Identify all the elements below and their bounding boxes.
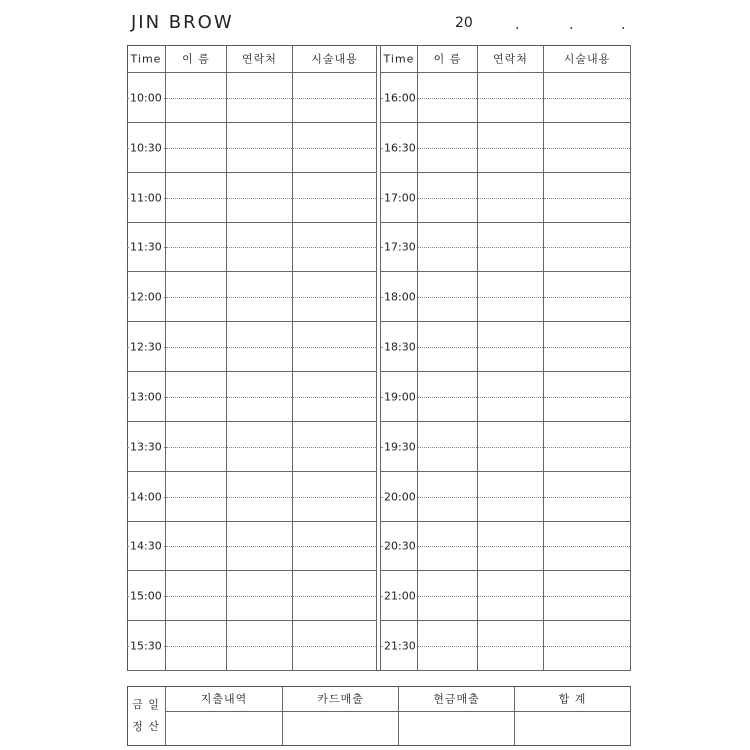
contact-cell: [227, 322, 293, 372]
service-cell: [544, 522, 631, 571]
time-cell: [127, 621, 166, 671]
dotted-guide-line: [478, 397, 543, 398]
service-cell: [544, 621, 631, 671]
dotted-guide-line: [544, 297, 630, 298]
time-slot-label: 13:30: [130, 440, 162, 453]
time-slot-label: 19:30: [384, 440, 416, 453]
name-cell: [166, 173, 227, 223]
time-cell: [127, 173, 166, 223]
header-card-sales: [283, 686, 399, 712]
name-cell: [418, 322, 478, 372]
time-slot-label: 10:30: [130, 141, 162, 154]
name-cell: [418, 472, 478, 522]
time-slot-label: 17:00: [384, 191, 416, 204]
contact-cell: [478, 173, 544, 223]
time-slot-label: 20:00: [384, 490, 416, 503]
dotted-guide-line: [166, 297, 226, 298]
contact-cell: [227, 522, 293, 571]
dotted-guide-line: [418, 596, 477, 597]
time-cell: [127, 272, 166, 322]
dotted-guide-line: [478, 646, 543, 647]
dotted-guide-line: [166, 198, 226, 199]
dotted-guide-line: [418, 247, 477, 248]
header-cash-sales-label: 현금매출: [433, 692, 480, 705]
time-slot-label: 21:30: [384, 639, 416, 652]
contact-cell: [227, 422, 293, 472]
time-slot-label: 15:30: [130, 639, 162, 652]
dotted-guide-line: [544, 198, 630, 199]
service-cell: [293, 272, 377, 322]
time-slot-label: 19:00: [384, 390, 416, 403]
contact-cell: [478, 123, 544, 173]
header-service-right: [544, 45, 631, 73]
contact-cell: [478, 522, 544, 571]
service-cell: [544, 123, 631, 173]
card-sales-value-cell: [283, 712, 399, 746]
dotted-guide-line: [293, 497, 376, 498]
header-cash-sales: [399, 686, 515, 712]
header-service-label: 시술내용: [311, 52, 358, 65]
dotted-guide-line: [544, 397, 630, 398]
service-cell: [544, 173, 631, 223]
time-slot-label: 18:00: [384, 290, 416, 303]
contact-cell: [227, 73, 293, 123]
name-cell: [418, 372, 478, 422]
time-slot-label: 16:30: [384, 141, 416, 154]
time-cell: [127, 472, 166, 522]
service-cell: [293, 621, 377, 671]
settlement-label-line1: 금 일: [132, 698, 160, 711]
header-card-sales-label: 카드매출: [317, 692, 364, 705]
time-cell: [380, 621, 418, 671]
contact-cell: [227, 571, 293, 621]
dotted-guide-line: [418, 447, 477, 448]
name-cell: [166, 272, 227, 322]
time-slot-label: 11:00: [130, 191, 162, 204]
dotted-guide-line: [293, 347, 376, 348]
header-contact-label: 연락처: [493, 52, 528, 65]
service-cell: [293, 522, 377, 571]
service-cell: [293, 223, 377, 272]
dotted-guide-line: [227, 646, 292, 647]
dotted-guide-line: [544, 148, 630, 149]
dotted-guide-line: [418, 646, 477, 647]
dotted-guide-line: [544, 447, 630, 448]
time-slot-label: 14:00: [130, 490, 162, 503]
dotted-guide-line: [293, 596, 376, 597]
header-name-label: 이 름: [433, 52, 462, 65]
dotted-guide-line: [418, 546, 477, 547]
dotted-guide-line: [166, 546, 226, 547]
name-cell: [166, 123, 227, 173]
header-name-label: 이 름: [182, 52, 210, 65]
time-cell: [127, 571, 166, 621]
header-contact-left: [227, 45, 293, 73]
contact-cell: [478, 472, 544, 522]
page-title: JIN BROW: [131, 12, 234, 33]
name-cell: [418, 123, 478, 173]
dotted-guide-line: [227, 546, 292, 547]
time-cell: [127, 223, 166, 272]
date-separator-year: .: [515, 17, 520, 33]
name-cell: [418, 571, 478, 621]
header-expenses: [166, 686, 283, 712]
header-time-left: [127, 45, 166, 73]
dotted-guide-line: [293, 397, 376, 398]
service-cell: [544, 223, 631, 272]
name-cell: [166, 73, 227, 123]
time-slot-label: 18:30: [384, 340, 416, 353]
time-cell: [380, 123, 418, 173]
name-cell: [166, 571, 227, 621]
dotted-guide-line: [293, 247, 376, 248]
time-cell: [380, 472, 418, 522]
name-cell: [418, 223, 478, 272]
name-cell: [418, 422, 478, 472]
dotted-guide-line: [544, 646, 630, 647]
dotted-guide-line: [166, 347, 226, 348]
dotted-guide-line: [227, 98, 292, 99]
dotted-guide-line: [418, 98, 477, 99]
dotted-guide-line: [478, 98, 543, 99]
dotted-guide-line: [227, 297, 292, 298]
service-cell: [544, 73, 631, 123]
dotted-guide-line: [227, 447, 292, 448]
time-slot-label: 12:30: [130, 340, 162, 353]
dotted-guide-line: [293, 98, 376, 99]
dotted-guide-line: [166, 397, 226, 398]
name-cell: [166, 223, 227, 272]
header-total-label: 합 계: [558, 692, 587, 705]
dotted-guide-line: [227, 596, 292, 597]
contact-cell: [227, 223, 293, 272]
time-slot-label: 10:00: [130, 91, 162, 104]
service-cell: [544, 571, 631, 621]
expenses-value-cell: [166, 712, 283, 746]
dotted-guide-line: [418, 497, 477, 498]
contact-cell: [227, 123, 293, 173]
service-cell: [293, 372, 377, 422]
date-separator-day: .: [621, 17, 626, 33]
time-cell: [380, 73, 418, 123]
dotted-guide-line: [227, 198, 292, 199]
dotted-guide-line: [166, 148, 226, 149]
header-contact-label: 연락처: [242, 52, 277, 65]
time-cell: [380, 422, 418, 472]
service-cell: [293, 422, 377, 472]
service-cell: [544, 372, 631, 422]
date-separator-month: .: [569, 17, 574, 33]
dotted-guide-line: [544, 98, 630, 99]
time-cell: [380, 272, 418, 322]
header-service-label: 시술내용: [563, 52, 611, 65]
dotted-guide-line: [544, 497, 630, 498]
name-cell: [166, 621, 227, 671]
service-cell: [293, 472, 377, 522]
time-slot-label: 13:00: [130, 390, 162, 403]
contact-cell: [478, 372, 544, 422]
name-cell: [166, 422, 227, 472]
contact-cell: [478, 223, 544, 272]
dotted-guide-line: [478, 247, 543, 248]
dotted-guide-line: [293, 546, 376, 547]
dotted-guide-line: [227, 148, 292, 149]
time-cell: [380, 322, 418, 372]
header-expenses-label: 지출내역: [200, 692, 248, 705]
dotted-guide-line: [418, 148, 477, 149]
dotted-guide-line: [293, 447, 376, 448]
dotted-guide-line: [544, 596, 630, 597]
time-cell: [380, 223, 418, 272]
dotted-guide-line: [544, 347, 630, 348]
time-slot-label: 16:00: [384, 91, 416, 104]
dotted-guide-line: [227, 397, 292, 398]
dotted-guide-line: [418, 347, 477, 348]
contact-cell: [478, 621, 544, 671]
service-cell: [293, 123, 377, 173]
time-slot-label: 17:30: [384, 240, 416, 254]
time-slot-label: 14:30: [130, 539, 162, 553]
dotted-guide-line: [418, 198, 477, 199]
time-cell: [380, 571, 418, 621]
dotted-guide-line: [227, 347, 292, 348]
name-cell: [418, 621, 478, 671]
dotted-guide-line: [293, 148, 376, 149]
time-cell: [127, 522, 166, 571]
dotted-guide-line: [478, 497, 543, 498]
time-cell: [127, 123, 166, 173]
contact-cell: [478, 73, 544, 123]
service-cell: [544, 322, 631, 372]
contact-cell: [227, 173, 293, 223]
header-time-label: Time: [383, 52, 415, 65]
settlement-label-cell: [127, 686, 166, 746]
dotted-guide-line: [478, 447, 543, 448]
dotted-guide-line: [478, 347, 543, 348]
header-time-right: [380, 45, 418, 73]
name-cell: [418, 173, 478, 223]
dotted-guide-line: [478, 198, 543, 199]
contact-cell: [227, 272, 293, 322]
dotted-guide-line: [418, 397, 477, 398]
contact-cell: [478, 422, 544, 472]
header-name-left: [166, 45, 227, 73]
dotted-guide-line: [166, 596, 226, 597]
name-cell: [166, 472, 227, 522]
time-slot-label: 21:00: [384, 589, 416, 602]
time-cell: [380, 372, 418, 422]
dotted-guide-line: [544, 546, 630, 547]
time-cell: [380, 522, 418, 571]
time-cell: [127, 422, 166, 472]
contact-cell: [478, 571, 544, 621]
dotted-guide-line: [166, 497, 226, 498]
date-year-prefix: 20: [455, 15, 473, 31]
dotted-guide-line: [227, 497, 292, 498]
header-name-right: [418, 45, 478, 73]
time-slot-label: 20:30: [384, 539, 416, 553]
service-cell: [293, 173, 377, 223]
name-cell: [418, 272, 478, 322]
dotted-guide-line: [166, 98, 226, 99]
header-contact-right: [478, 45, 544, 73]
dotted-guide-line: [227, 247, 292, 248]
dotted-guide-line: [166, 247, 226, 248]
time-slot-label: 11:30: [130, 240, 162, 254]
header-total: [515, 686, 631, 712]
dotted-guide-line: [544, 247, 630, 248]
contact-cell: [227, 372, 293, 422]
contact-cell: [227, 472, 293, 522]
total-value-cell: [515, 712, 631, 746]
service-cell: [544, 422, 631, 472]
cash-sales-value-cell: [399, 712, 515, 746]
time-cell: [127, 73, 166, 123]
dotted-guide-line: [293, 198, 376, 199]
time-cell: [127, 322, 166, 372]
header-time-label: Time: [130, 52, 162, 65]
time-cell: [127, 372, 166, 422]
name-cell: [166, 372, 227, 422]
header-service-left: [293, 45, 377, 73]
dotted-guide-line: [478, 596, 543, 597]
service-cell: [293, 571, 377, 621]
dotted-guide-line: [166, 447, 226, 448]
dotted-guide-line: [478, 546, 543, 547]
contact-cell: [478, 322, 544, 372]
service-cell: [544, 472, 631, 522]
service-cell: [293, 322, 377, 372]
time-slot-label: 12:00: [130, 290, 162, 303]
contact-cell: [478, 272, 544, 322]
dotted-guide-line: [418, 297, 477, 298]
settlement-label-line2: 정 산: [132, 720, 160, 733]
dotted-guide-line: [478, 297, 543, 298]
time-slot-label: 15:00: [130, 589, 162, 602]
dotted-guide-line: [293, 297, 376, 298]
time-cell: [380, 173, 418, 223]
name-cell: [418, 73, 478, 123]
name-cell: [418, 522, 478, 571]
dotted-guide-line: [166, 646, 226, 647]
dotted-guide-line: [478, 148, 543, 149]
contact-cell: [227, 621, 293, 671]
service-cell: [293, 73, 377, 123]
dotted-guide-line: [293, 646, 376, 647]
name-cell: [166, 522, 227, 571]
name-cell: [166, 322, 227, 372]
service-cell: [544, 272, 631, 322]
